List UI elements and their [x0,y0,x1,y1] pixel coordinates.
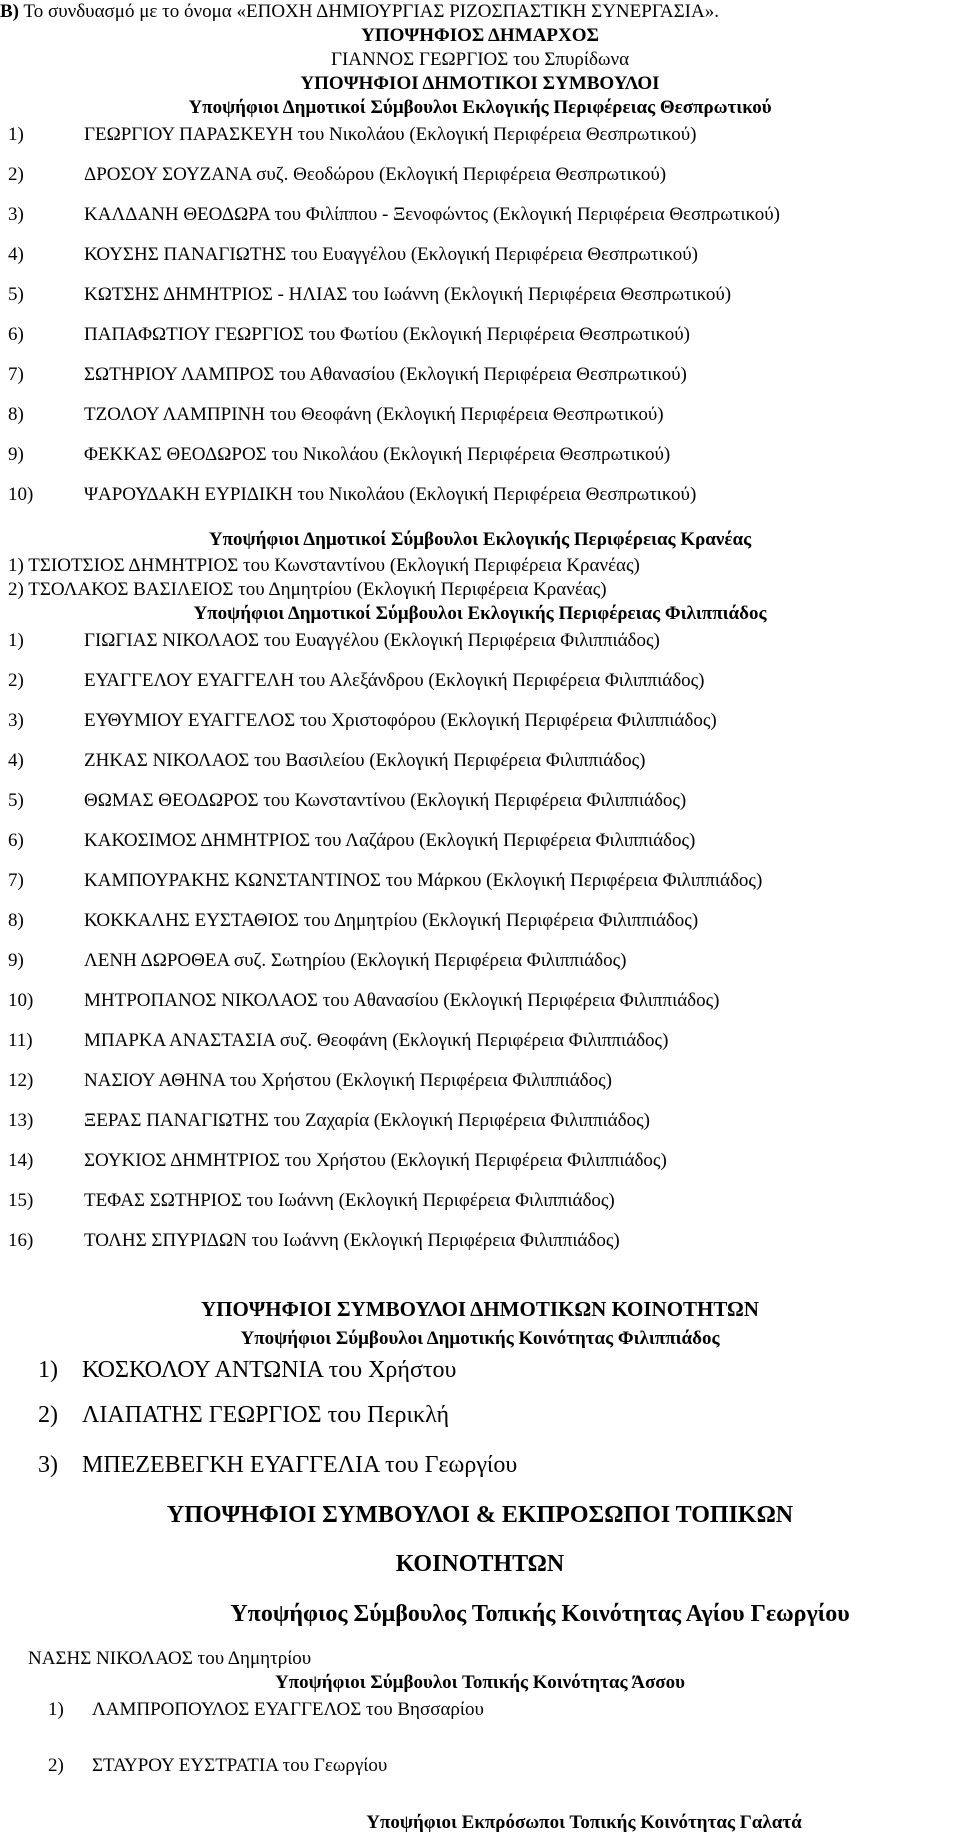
list-item-text: ΕΥΘΥΜΙΟΥ ΕΥΑΓΓΕΛΟΣ του Χριστοφόρου (Εκλογική Περιφέρεια Φιλιππιάδος) [84,710,717,731]
list-item-number: 8) [8,404,24,425]
list-item-text: ΛΕΝΗ ΔΩΡΟΘΕΑ συζ. Σωτηρίου (Εκλογική Περιφέρεια Φιλιππιάδος) [84,950,627,971]
list-item-number: 3) [38,1452,58,1478]
local-communities-heading-2: ΚΟΙΝΟΤΗΤΩΝ [395,1551,565,1577]
list-item-number: 1) [48,1699,64,1720]
list-item [8,1071,612,1090]
list-item [8,791,686,810]
list-item [8,285,731,304]
municipal-communities-heading: ΥΠΟΨΗΦΙΟΙ ΣΥΜΒΟΥΛΟΙ ΔΗΜΟΤΙΚΩΝ ΚΟΙΝΟΤΗΤΩΝ [201,1297,759,1321]
list-item-text: ΛΑΜΠΡΟΠΟΥΛΟΣ ΕΥΑΓΓΕΛΟΣ του Βησσαρίου [92,1699,484,1720]
list-item-text: ΦΕΚΚΑΣ ΘΕΟΔΩΡΟΣ του Νικολάου (Εκλογική Περιφέρεια Θεσπρωτικού) [84,444,671,465]
list-item-text: ΠΑΠΑΦΩΤΙΟΥ ΓΕΩΡΓΙΟΣ του Φωτίου (Εκλογική Περιφέρεια Θεσπρωτικού) [84,324,690,345]
list-item [8,445,670,464]
list-item: 1) ΤΣΙΟΤΣΙΟΣ ΔΗΜΗΤΡΙΟΣ του Κωνσταντίνου (Εκλογική Περιφέρεια Κρανέας) [8,555,640,576]
list-item-text: ΣΤΑΥΡΟΥ ΕΥΣΤΡΑΤΙΑ του Γεωργίου [92,1755,388,1776]
list-item-text: ΜΠΕΖΕΒΕΓΚΗ ΕΥΑΓΓΕΛΙΑ του Γεωργίου [82,1452,518,1478]
list-item [8,1231,620,1250]
list-item-number: 9) [8,444,24,465]
list-item-text: ΚΑΛΔΑΝΗ ΘΕΟΔΩΡΑ του Φιλίππου - Ξενοφώντος (Εκλογική Περιφέρεια Θεσπρωτικού) [84,204,780,225]
list-item-text: ΤΖΟΛΟΥ ΛΑΜΠΡΙΝΗ του Θεοφάνη (Εκλογική Περιφέρεια Θεσπρωτικού) [84,404,664,425]
mayor-name: ΓΙΑΝΝΟΣ ΓΕΩΡΓΙΟΣ του Σπυρίδωνα [330,49,630,70]
list-item-number: 16) [8,1230,34,1251]
list-item-text: ΣΟΥΚΙΟΣ ΔΗΜΗΤΡΙΟΣ του Χρήστου (Εκλογική Περιφέρεια Φιλιππιάδος) [84,1150,667,1171]
list-item-number: 2) [8,164,24,185]
list-item [38,1403,449,1427]
list-item [8,125,696,144]
list-item [8,711,717,730]
list-item-text: ΓΕΩΡΓΙΟΥ ΠΑΡΑΣΚΕΥΗ του Νικολάου (Εκλογική Περιφέρεια Θεσπρωτικού) [84,124,697,145]
list-item-number: 1) [38,1357,58,1383]
list-item [48,1700,484,1719]
list-item-text: ΓΙΩΓΙΑΣ ΝΙΚΟΛΑΟΣ του Ευαγγέλου (Εκλογική Περιφέρεια Φιλιππιάδος) [84,630,660,651]
intro-text: Το συνδυασμό με το όνομα «ΕΠΟΧΗ ΔΗΜΙΟΥΡΓΙΑΣ ΡΙΖΟΣΠΑΣΤΙΚΗ ΣΥΝΕΡΓΑΣΙΑ». [23,1,719,22]
list-item [8,325,690,344]
list-item-number: 2) [38,1402,58,1428]
mayor-heading: ΥΠΟΨΗΦΙΟΣ ΔΗΜΑΡΧΟΣ [361,25,599,46]
list-item-number: 1) [8,630,24,651]
list-item-text: ΝΑΣΙΟΥ ΑΘΗΝΑ του Χρήστου (Εκλογική Περιφέρεια Φιλιππιάδος) [84,1070,612,1091]
list-item [8,365,687,384]
list-item [8,991,719,1010]
list-item-number: 2) [8,670,24,691]
list-item [8,1111,650,1130]
list-item-text: ΤΕΦΑΣ ΣΩΤΗΡΙΟΣ του Ιωάννη (Εκλογική Περιφέρεια Φιλιππιάδος) [84,1190,615,1211]
list-item-text: ΚΟΚΚΑΛΗΣ ΕΥΣΤΑΘΙΟΣ του Δημητρίου (Εκλογική Περιφέρεια Φιλιππιάδος) [84,910,699,931]
kranea-heading: Υποψήφιοι Δημοτικοί Σύμβουλοι Εκλογικής Περιφέρειας Κρανέας [208,529,752,550]
list-item [8,631,660,650]
list-item-number: 1) [8,124,24,145]
list-item-text: ΨΑΡΟΥΔΑΚΗ ΕΥΡΙΔΙΚΗ του Νικολάου (Εκλογική Περιφέρεια Θεσπρωτικού) [84,484,697,505]
list-item-number: 3) [8,204,24,225]
list-item-number: 10) [8,484,34,505]
list-item-number: 4) [8,750,24,771]
list-item [8,1151,667,1170]
list-item-text: ΚΩΤΣΗΣ ΔΗΜΗΤΡΙΟΣ - ΗΛΙΑΣ του Ιωάννη (Εκλογική Περιφέρεια Θεσπρωτικού) [84,284,732,305]
list-item-text: ΚΑΜΠΟΥΡΑΚΗΣ ΚΩΝΣΤΑΝΤΙΝΟΣ του Μάρκου (Εκλογική Περιφέρεια Φιλιππιάδος) [84,870,763,891]
list-item-text: ΖΗΚΑΣ ΝΙΚΟΛΑΟΣ του Βασιλείου (Εκλογική Περιφέρεια Φιλιππιάδος) [84,750,646,771]
list-item-number: 12) [8,1070,34,1091]
list-item-text: ΣΩΤΗΡΙΟΥ ΛΑΜΠΡΟΣ του Αθανασίου (Εκλογική Περιφέρεια Θεσπρωτικού) [84,364,687,385]
list-item-number: 10) [8,990,34,1011]
list-item [8,911,698,930]
list-item-number: 8) [8,910,24,931]
list-item-text: ΞΕΡΑΣ ΠΑΝΑΓΙΩΤΗΣ του Ζαχαρία (Εκλογική Περιφέρεια Φιλιππιάδος) [84,1110,650,1131]
list-item-text: ΚΟΥΣΗΣ ΠΑΝΑΓΙΩΤΗΣ του Ευαγγέλου (Εκλογική Περιφέρεια Θεσπρωτικού) [84,244,699,265]
list-item [8,751,645,770]
municipal-communities-subheading: Υποψήφιοι Σύμβουλοι Δημοτικής Κοινότητας Φιλιππιάδος [240,1328,720,1349]
assos-heading: Υποψήφιοι Σύμβουλοι Τοπικής Κοινότητας Άσσου [275,1672,685,1693]
agios-georgios-name: ΝΑΣΗΣ ΝΙΚΟΛΑΟΣ του Δημητρίου [28,1648,312,1669]
list-item-number: 7) [8,364,24,385]
galata-heading: Υποψήφιοι Εκπρόσωποι Τοπικής Κοινότητας Γαλατά [366,1812,802,1833]
list-item-text: ΜΗΤΡΟΠΑΝΟΣ ΝΙΚΟΛΑΟΣ του Αθανασίου (Εκλογική Περιφέρεια Φιλιππιάδος) [84,990,720,1011]
list-item [8,405,664,424]
list-item-number: 4) [8,244,24,265]
list-item [38,1358,456,1382]
list-item-text: ΚΟΣΚΟΛΟΥ ΑΝΤΩΝΙΑ του Χρήστου [82,1357,457,1383]
list-item [8,1031,668,1050]
list-item-text: ΛΙΑΠΑΤΗΣ ΓΕΩΡΓΙΟΣ του Περικλή [82,1402,450,1428]
list-item-text: ΔΡΟΣΟΥ ΣΟΥΖΑΝΑ συζ. Θεοδώρου (Εκλογική Περιφέρεια Θεσπρωτικού) [84,164,667,185]
list-item [8,1191,615,1210]
list-item [8,245,698,264]
list-item-number: 2) [48,1755,64,1776]
list-item-number: 5) [8,284,24,305]
list-item-number: 13) [8,1110,34,1131]
list-item [8,485,696,504]
list-item-number: 5) [8,790,24,811]
list-item-number: 3) [8,710,24,731]
municipal-heading: ΥΠΟΨΗΦΙΟΙ ΔΗΜΟΤΙΚΟΙ ΣΥΜΒΟΥΛΟΙ [300,73,660,94]
list-item-number: 6) [8,830,24,851]
intro-prefix: Β) [0,1,19,22]
list-item-text: ΜΠΑΡΚΑ ΑΝΑΣΤΑΣΙΑ συζ. Θεοφάνη (Εκλογική Περιφέρεια Φιλιππιάδος) [84,1030,669,1051]
list-item-number: 15) [8,1190,34,1211]
list-item [48,1756,387,1775]
filippiada-heading: Υποψήφιοι Δημοτικοί Σύμβουλοι Εκλογικής Περιφέρειας Φιλιππιάδος [193,603,767,624]
list-item-text: ΕΥΑΓΓΕΛΟΥ ΕΥΑΓΓΕΛΗ του Αλεξάνδρου (Εκλογική Περιφέρεια Φιλιππιάδος) [84,670,705,691]
list-item [8,951,626,970]
list-item [8,871,762,890]
list-item: 2) ΤΣΟΛΑΚΟΣ ΒΑΣΙΛΕΙΟΣ του Δημητρίου (Εκλογική Περιφέρεια Κρανέας) [8,579,607,600]
list-item-text: ΤΟΛΗΣ ΣΠΥΡΙΔΩΝ του Ιωάννη (Εκλογική Περιφέρεια Φιλιππιάδος) [84,1230,620,1251]
list-item-number: 9) [8,950,24,971]
agios-georgios-heading: Υποψήφιος Σύμβουλος Τοπικής Κοινότητας Αγίου Γεωργίου [230,1601,850,1627]
list-item [38,1453,517,1477]
list-item [8,671,705,690]
list-item-text: ΘΩΜΑΣ ΘΕΟΔΩΡΟΣ του Κωνσταντίνου (Εκλογική Περιφέρεια Φιλιππιάδος) [84,790,687,811]
thesprotiko-heading: Υποψήφιοι Δημοτικοί Σύμβουλοι Εκλογικής Περιφέρειας Θεσπρωτικού [188,97,772,118]
list-item-text: ΚΑΚΟΣΙΜΟΣ ΔΗΜΗΤΡΙΟΣ του Λαζάρου (Εκλογική Περιφέρεια Φιλιππιάδος) [84,830,696,851]
list-item-number: 7) [8,870,24,891]
local-communities-heading: ΥΠΟΨΗΦΙΟΙ ΣΥΜΒΟΥΛΟΙ & ΕΚΠΡΟΣΩΠΟΙ ΤΟΠΙΚΩΝ [166,1502,794,1528]
list-item [8,205,780,224]
list-item [8,831,695,850]
list-item [8,165,666,184]
list-item-number: 6) [8,324,24,345]
list-item-number: 14) [8,1150,34,1171]
intro-line [0,2,719,21]
list-item-number: 11) [8,1030,33,1051]
